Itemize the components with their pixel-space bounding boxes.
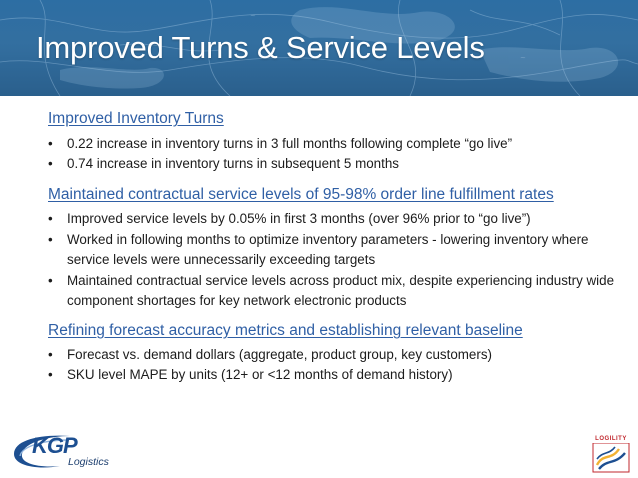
section-heading: Refining forecast accuracy metrics and establishing relevant baseline <box>48 322 523 339</box>
bullet-item: • Worked in following months to optimize inventory parameters - lowering inventory where service levels were unnecessarily exceeding targets <box>48 230 623 270</box>
kgp-logo-subtitle: Logistics <box>68 456 109 468</box>
slide-title: Improved Turns & Service Levels <box>36 30 485 65</box>
logility-logo <box>589 436 633 472</box>
section-inventory-turns <box>48 110 623 174</box>
logility-mark-icon <box>589 443 633 473</box>
section-service-levels <box>48 186 623 311</box>
svg-text:~: ~ <box>250 12 256 20</box>
bullet-item: • Maintained contractual service levels across product mix, despite experiencing industry wide component shortages for key network electronic products <box>48 271 623 311</box>
bullet-list <box>48 134 623 174</box>
bullet-item: • SKU level MAPE by units (12+ or <12 months of demand history) <box>48 365 623 385</box>
section-forecast-accuracy <box>48 322 623 385</box>
bullet-item: • 0.74 increase in inventory turns in subsequent 5 months <box>48 154 623 174</box>
section-heading: Maintained contractual service levels of 95-98% order line fulfillment rates <box>48 186 554 203</box>
bullet-item: • Improved service levels by 0.05% in first 3 months (over 96% prior to “go live”) <box>48 209 623 229</box>
kgp-logo-text: KGP <box>32 433 77 458</box>
bullet-list <box>48 209 623 311</box>
kgp-logistics-logo <box>10 432 120 472</box>
bullet-list <box>48 345 623 385</box>
logility-logo-text: LOGILITY <box>595 436 627 442</box>
slide-content <box>48 110 623 385</box>
title-banner <box>0 0 638 96</box>
bullet-item: • 0.22 increase in inventory turns in 3 full months following complete “go live” <box>48 134 623 154</box>
svg-text:~: ~ <box>520 54 526 62</box>
section-heading: Improved Inventory Turns <box>48 110 224 127</box>
bullet-item: • Forecast vs. demand dollars (aggregate, product group, key customers) <box>48 345 623 365</box>
